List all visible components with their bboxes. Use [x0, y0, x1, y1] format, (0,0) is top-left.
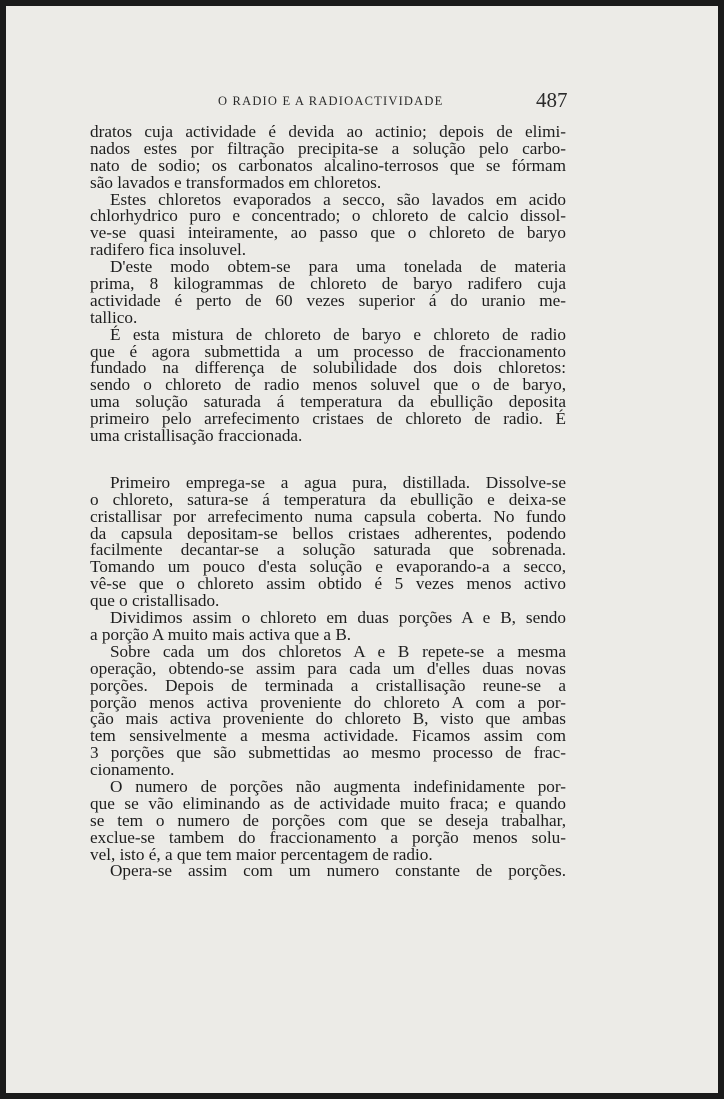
text-line: Opera-se assim com um numero constante de porções. — [110, 861, 566, 881]
text-line: radifero fica insoluvel. — [90, 240, 247, 260]
paragraph — [90, 189, 566, 260]
text-line: vê-se que o chloreto assim obtido é 5 vezes menos activo — [90, 574, 566, 594]
text-line: facilmente decantar-se a solução saturada que sobrenada. — [90, 540, 566, 560]
text-line: nato de sodio; os carbonatos alcalino-terrosos que se fórmam — [90, 155, 566, 175]
text-line: Dividimos assim o chloreto em duas porções A e B, sendo — [110, 608, 566, 628]
text-line: a porção A muito mais activa que a B. — [90, 624, 352, 644]
paragraph — [90, 259, 566, 327]
text-line: É esta mistura de chloreto de baryo e chloreto de radio — [110, 324, 566, 344]
paragraph — [90, 641, 566, 780]
section-gap — [90, 445, 566, 475]
text-line: uma cristallisação fraccionada. — [90, 426, 303, 446]
page-number: 487 — [536, 88, 568, 112]
text-line: 3 porções que são submettidas ao mesmo processo de frac- — [90, 743, 566, 763]
text-line: D'este modo obtem-se para uma tonelada de materia — [110, 257, 566, 277]
paragraph — [90, 776, 566, 864]
paragraph — [90, 610, 566, 644]
running-title: O RADIO E A RADIOACTIVIDADE — [218, 94, 444, 108]
text-line: ve-se quasi inteiramente, ao passo que o chloreto de baryo — [90, 223, 566, 243]
text-line: actividade é perto de 60 vezes superior á do uranio me- — [90, 290, 566, 310]
text-line: cristallisar por arrefecimento numa capsula coberta. No fundo — [90, 506, 566, 526]
text-line: vel, isto é, a que tem maior percentagem de radio. — [90, 844, 433, 864]
paragraph — [90, 863, 566, 880]
text-line: Tomando um pouco d'esta solução e evaporando-a a secco, — [90, 557, 566, 577]
text-line: dratos cuja actividade é devida ao actinio; depois de elimi- — [90, 122, 566, 141]
text-line: tem sensivelmente a mesma actividade. Ficamos assim com — [90, 726, 566, 746]
text-line: Estes chloretos evaporados a secco, são lavados em acido — [110, 189, 566, 209]
text-line: uma solução saturada á temperatura da ebullição deposita — [90, 392, 566, 412]
book-page — [6, 6, 718, 1093]
text-line: primeiro pelo arrefecimento cristaes de chloreto de radio. É — [90, 409, 566, 429]
text-line: que o cristallisado. — [90, 591, 220, 611]
text-line: se tem o numero de porções com que se deseja trabalhar, — [90, 810, 566, 830]
text-line: porção menos activa proveniente do chloreto A com a por- — [90, 692, 566, 712]
text-line: sendo o chloreto de radio menos soluvel que o de baryo, — [90, 375, 566, 395]
text-line: o chloreto, satura-se á temperatura da ebullição e deixa-se — [90, 489, 566, 509]
body-text — [90, 124, 566, 880]
text-line: operação, obtendo-se assim para cada um d'elles duas novas — [90, 658, 566, 678]
text-line: nados estes por filtração precipita-se a solução pelo carbo- — [90, 138, 566, 158]
text-line: tallico. — [90, 307, 138, 327]
text-line: Primeiro emprega-se a agua pura, distillada. Dissolve-se — [110, 472, 566, 492]
paragraph — [90, 472, 566, 611]
text-line: que se vão eliminando as de actividade muito fraca; e quando — [90, 793, 566, 813]
text-line: são lavados e transformados em chloretos. — [90, 172, 382, 192]
text-line: Sobre cada um dos chloretos A e B repete-se a mesma — [110, 641, 566, 661]
text-line: que é agora submettida a um processo de fraccionamento — [90, 341, 566, 361]
text-line: prima, 8 kilogrammas de chloreto de baryo radifero cuja — [90, 274, 566, 294]
text-line: chlorhydrico puro e concentrado; o chloreto de calcio dissol- — [90, 206, 566, 226]
paragraph — [90, 124, 566, 192]
text-line: O numero de porções não augmenta indefinidamente por- — [110, 776, 566, 796]
text-line: exclue-se tambem do fraccionamento a porção menos solu- — [90, 827, 566, 847]
text-line: da capsula depositam-se bellos cristaes adherentes, podendo — [90, 523, 566, 543]
text-line: ção mais activa proveniente do chloreto B, visto que ambas — [90, 709, 566, 729]
text-line: porções. Depois de terminada a cristallisação reune-se a — [90, 675, 566, 695]
running-head — [6, 88, 718, 114]
paragraph — [90, 324, 566, 446]
text-line: fundado na differença de solubilidade dos dois chloretos: — [90, 358, 566, 378]
text-line: cionamento. — [90, 760, 175, 780]
